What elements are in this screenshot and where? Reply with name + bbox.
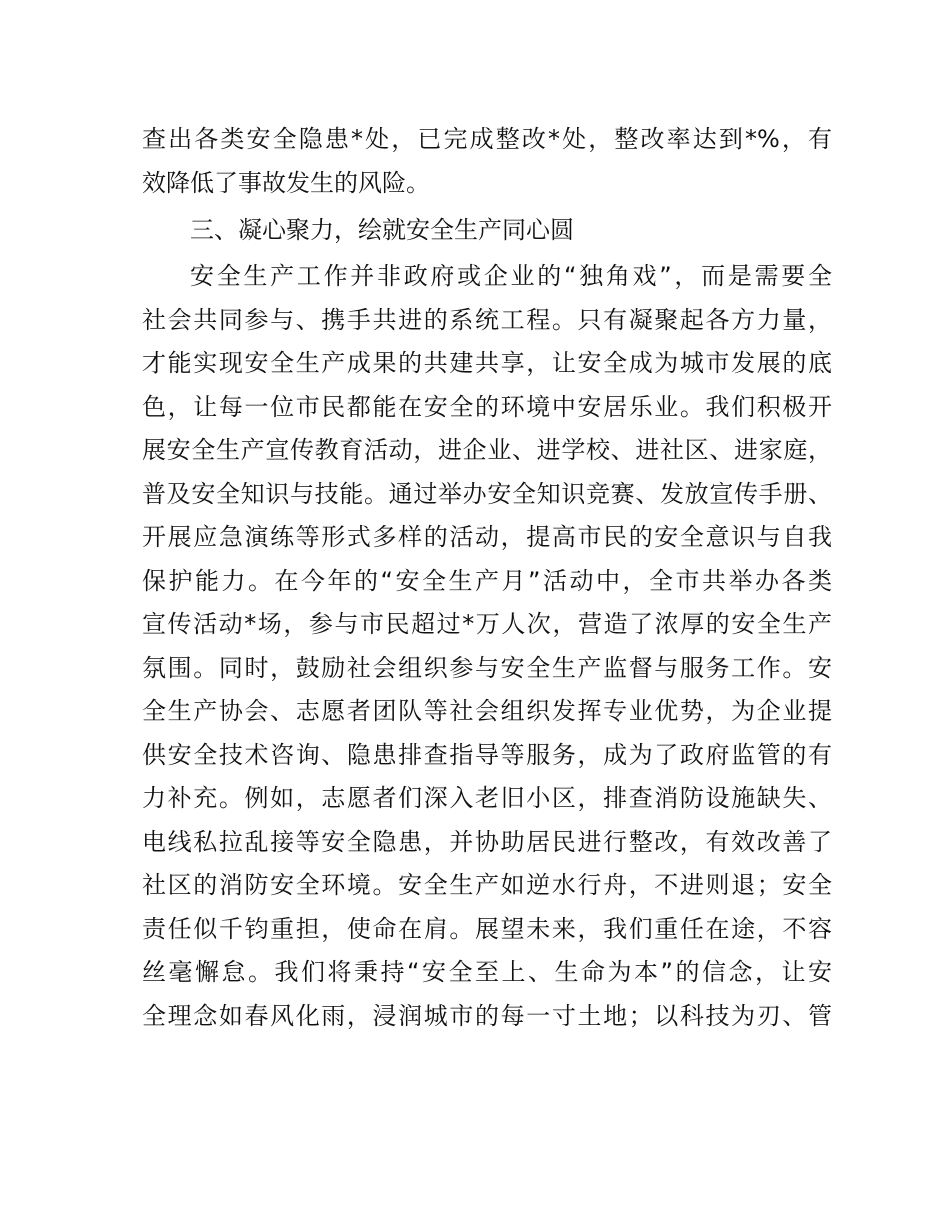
text-line: 全生产协会、志愿者团队等社会组织发挥专业优势，为企业提 — [142, 697, 832, 725]
text-line: 效降低了事故发生的风险。 — [142, 168, 430, 197]
text-line: 查出各类安全隐患*处，已完成整改*处，整改率达到*%，有 — [142, 125, 832, 153]
text-line: 安全生产工作并非政府或企业的“独角戏”，而是需要全 — [190, 262, 832, 290]
text-line: 力补充。例如，志愿者们深入老旧小区，排查消防设施缺失、 — [142, 784, 832, 812]
text-line: 全理念如春风化雨，浸润城市的每一寸土地；以科技为刃、管 — [142, 1001, 832, 1030]
section-heading: 三、凝心聚力，绘就安全生产同心圆 — [190, 216, 574, 244]
text-line: 开展应急演练等形式多样的活动，提高市民的安全意识与自我 — [142, 523, 832, 551]
paragraph — [142, 255, 832, 1038]
text-line: 才能实现安全生产成果的共建共享，让安全成为城市发展的底 — [142, 349, 832, 377]
text-line: 供安全技术咨询、隐患排查指导等服务，成为了政府监管的有 — [142, 740, 832, 769]
paragraph-continuation — [142, 118, 832, 205]
text-line: 氛围。同时，鼓励社会组织参与安全生产监督与服务工作。安 — [142, 653, 832, 682]
text-line: 电线私拉乱接等安全隐患，并协助居民进行整改，有效改善了 — [142, 827, 832, 856]
text-line: 宣传活动*场，参与市民超过*万人次，营造了浓厚的安全生产 — [142, 610, 832, 638]
text-line: 保护能力。在今年的“安全生产月”活动中，全市共举办各类 — [142, 566, 832, 595]
text-line: 社会共同参与、携手共进的系统工程。只有凝聚起各方力量， — [142, 305, 832, 334]
text-line: 普及安全知识与技能。通过举办安全知识竞赛、发放宣传手册、 — [142, 479, 832, 508]
text-line: 色，让每一位市民都能在安全的环境中安居乐业。我们积极开 — [142, 392, 832, 421]
text-line: 展安全生产宣传教育活动，进企业、进学校、进社区、进家庭， — [142, 436, 832, 464]
text-line: 丝毫懈怠。我们将秉持“安全至上、生命为本”的信念，让安 — [142, 958, 832, 986]
document-body — [142, 118, 832, 1038]
text-line: 社区的消防安全环境。安全生产如逆水行舟，不进则退；安全 — [142, 871, 832, 899]
text-line: 责任似千钧重担，使命在肩。展望未来，我们重任在途，不容 — [142, 914, 832, 943]
